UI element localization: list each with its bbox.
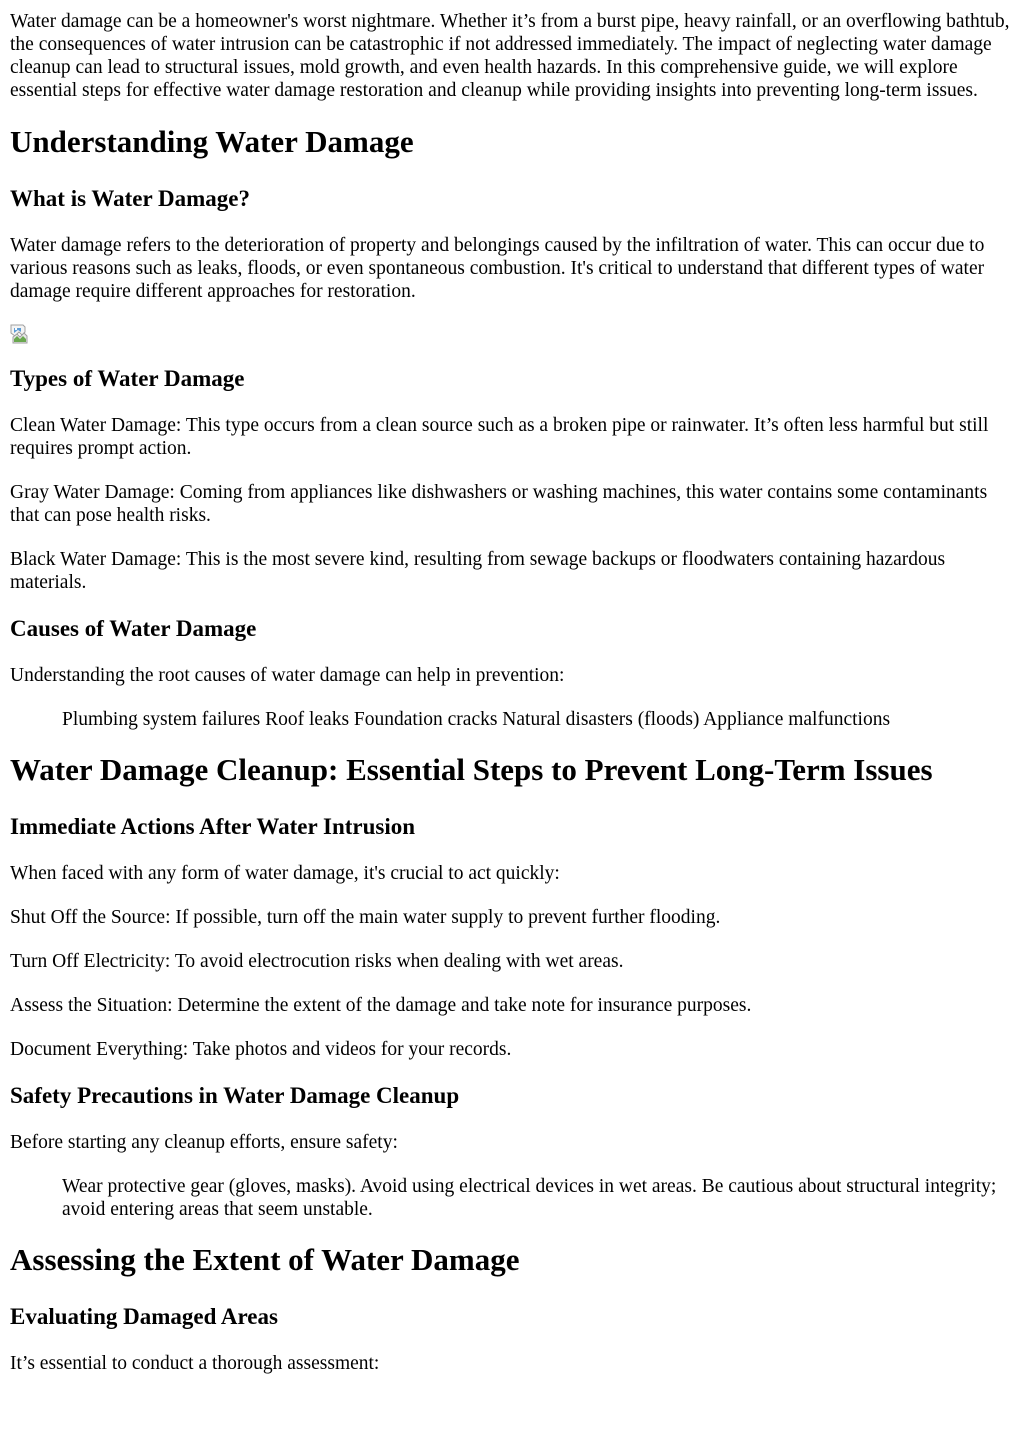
heading-assessing-extent: Assessing the Extent of Water Damage xyxy=(10,1242,520,1277)
heading-immediate-actions: Immediate Actions After Water Intrusion xyxy=(10,814,416,839)
type-item-gray: Gray Water Damage: Coming from appliances like dishwashers or washing machines, this water contains some contaminants that can pose health risks. xyxy=(10,482,988,526)
safety-lead: Before starting any cleanup efforts, ensure safety: xyxy=(10,1132,398,1153)
causes-lead: Understanding the root causes of water damage can help in prevention: xyxy=(10,665,565,686)
heading-water-damage-cleanup: Water Damage Cleanup: Essential Steps to Prevent Long-Term Issues xyxy=(10,752,933,787)
safety-list: Wear protective gear (gloves, masks). Avoid using electrical devices in wet areas. Be cautious about structural integrity; avoid entering areas that seem unstable. xyxy=(62,1176,997,1220)
immediate-item-shut-off: Shut Off the Source: If possible, turn off the main water supply to prevent further flooding. xyxy=(10,907,721,928)
type-item-clean: Clean Water Damage: This type occurs from a clean source such as a broken pipe or rainwater. It’s often less harmful but still requires prompt action. xyxy=(10,415,989,459)
heading-understanding-water-damage: Understanding Water Damage xyxy=(10,124,414,159)
intro-paragraph: Water damage can be a homeowner's worst nightmare. Whether it’s from a burst pipe, heavy rainfall, or an overflowing bathtub, the consequences of water intrusion can be catastrophic if not addressed immediately. The impact of neglecting water damage cleanup can lead to structural issues, mold growth, and even health hazards. In this comprehensive guide, we will explore essential steps for effective water damage restoration and cleanup while providing insights into preventing long-term issues. xyxy=(10,11,1010,101)
what-is-paragraph: Water damage refers to the deterioration of property and belongings caused by the infiltration of water. This can occur due to various reasons such as leaks, floods, or even spontaneous combustion. It's critical to understand that different types of water damage require different approaches for restoration. xyxy=(10,235,985,302)
heading-safety-precautions: Safety Precautions in Water Damage Cleanup xyxy=(10,1083,460,1108)
broken-image-icon xyxy=(10,324,30,344)
immediate-item-electricity: Turn Off Electricity: To avoid electrocution risks when dealing with wet areas. xyxy=(10,951,624,972)
immediate-item-document: Document Everything: Take photos and videos for your records. xyxy=(10,1039,512,1060)
immediate-lead: When faced with any form of water damage, it's crucial to act quickly: xyxy=(10,863,560,884)
evaluating-lead: It’s essential to conduct a thorough assessment: xyxy=(10,1353,380,1374)
heading-types-of-water-damage: Types of Water Damage xyxy=(10,366,245,391)
heading-evaluating-damaged-areas: Evaluating Damaged Areas xyxy=(10,1304,278,1329)
heading-causes-of-water-damage: Causes of Water Damage xyxy=(10,616,257,641)
type-item-black: Black Water Damage: This is the most severe kind, resulting from sewage backups or floodwaters containing hazardous materials. xyxy=(10,549,946,593)
immediate-item-assess: Assess the Situation: Determine the extent of the damage and take note for insurance purposes. xyxy=(10,995,752,1016)
heading-what-is-water-damage: What is Water Damage? xyxy=(10,186,250,211)
causes-list: Plumbing system failures Roof leaks Foundation cracks Natural disasters (floods) Appliance malfunctions xyxy=(62,709,891,730)
